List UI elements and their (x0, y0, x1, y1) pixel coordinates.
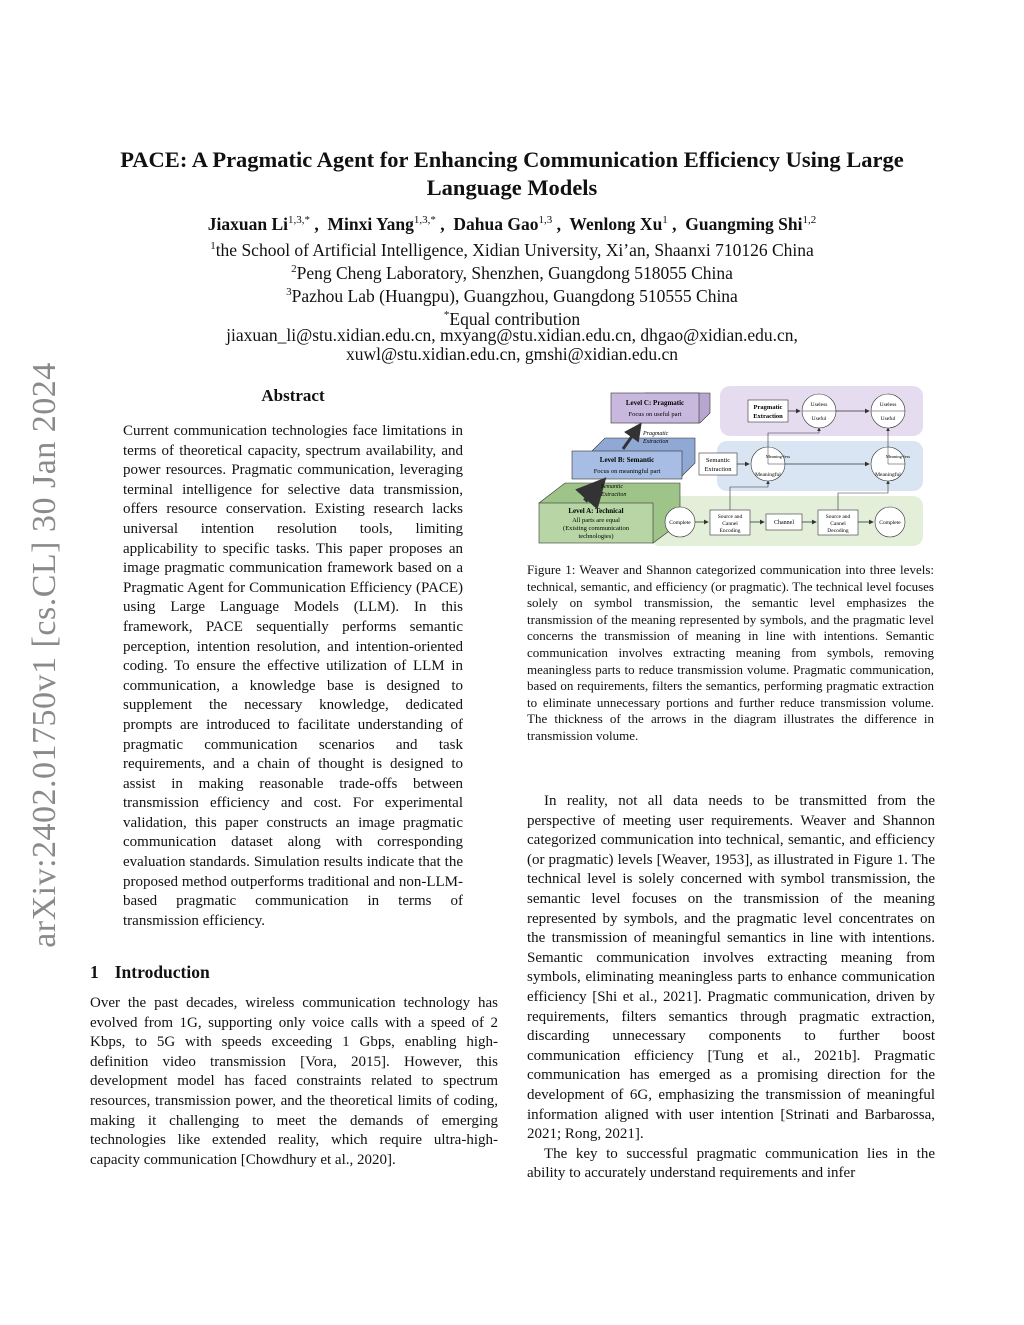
decoding-label: Decoding (827, 528, 849, 534)
useful-label: Useful (811, 416, 827, 422)
useless-label: Useless (810, 402, 828, 408)
channel-label: Channel (774, 520, 794, 526)
paragraph: In reality, not all data needs to be transmitted from the perspective of meeting user requirements. Weaver and Shannon categorized communication into technical, semantic, and efficiency (or pragmatic) levels [Weaver, 1953], as illustrated in Figure 1. The technical level is solely concerned with symbol transmission, the semantic level focuses on the transmission of the meaning represented by symbols, and the pragmatic level concentrates on the transmission of meaningful semantics in line with intentions. Semantic communication involves extracting meaning from symbols, eliminating meaningless parts to enhance communication efficiency [Shi et al., 2021]. Pragmatic communication, driven by requirements, filters semantics through pragmatic extraction, discarding unnecessary components to further boost communication efficiency [Tung et al., 2021b]. Pragmatic communication has emerged as a promising direction for the development of 6G, emphasizing the transmission of meaningful information aligned with user intention [Strinati and Barbarossa, 2021; Rong, 2021]. (527, 793, 935, 1143)
meaningless-label: Meaning-less (765, 454, 791, 459)
paragraph: The key to successful pragmatic communication lies in the ability to accurately understand requirements and infer (527, 1145, 935, 1182)
level-c-title: Level C: Pragmatic (625, 399, 685, 407)
pragmatic-extraction-label: Pragmatic (643, 431, 669, 437)
pragmatic-box-label: Extraction (753, 413, 783, 420)
complete-label: Complete (669, 520, 691, 526)
abstract-heading: Abstract (261, 386, 325, 405)
decoding-label: Cannel (830, 521, 846, 527)
useful-label: Useful (880, 416, 896, 422)
affiliation: $^3$Pazhou Lab (Huangpu), Guangzhou, Guangdong 510555 China (286, 285, 738, 306)
author: Minxi Yang$^{1,3,*}$ (327, 213, 436, 234)
author: Guangming Shi$^{1,2}$ (685, 213, 817, 234)
meaningful-label: Meaningful (875, 472, 901, 478)
level-a-sub: technologies) (578, 533, 614, 540)
arxiv-watermark (10, 360, 80, 950)
figure-1-diagram (535, 383, 925, 548)
level-a-title: Level A: Technical (568, 507, 624, 515)
email-line: jiaxuan_li@stu.xidian.edu.cn, mxyang@stu.xidian.edu.cn, dhgao@xidian.edu.cn, (226, 325, 798, 345)
semantic-extraction-label: Extraction (601, 492, 627, 498)
author: Jiaxuan $Li^{1,3,*}$ (207, 213, 310, 234)
encoding-label: Source and (717, 514, 743, 520)
author: Dahua Gao$^{1,3}$ (453, 213, 553, 234)
level-a-sub: All parts are equal (572, 517, 620, 524)
semantic-box-label: Extraction (704, 466, 732, 473)
email-line: xuwl@stu.xidian.edu.cn, gmshi@xidian.edu.cn (345, 344, 679, 364)
level-c-sub: Focus on useful part (628, 411, 682, 418)
intro-paragraph: Over the past decades, wireless communication technology has evolved from 1G, supporting only voice calls with a speed of 2 Kbps, to 5G with speeds exceeding 1 Gbps, enabling high-definition video transmission [Vora, 2015]. However, this development model has faced constraints related to spectrum resources, transmission power, and the theoretical limits of coding, making it challenging to meet the demands of emerging technologies like extended reality, which require ultra-high-capacity communication [Chowdhury et al., 2020]. (90, 995, 498, 1168)
decoding-label: Source and (825, 514, 851, 520)
abstract-text: Current communication technologies face limitations in terms of theoretical capacity, spectrum availability, and power resources. Pragmatic communication, leveraging terminal intelligence for selective data transmission, offers resource conservation. Existing research lacks universal intention resolution tools, limiting applicability to specific tasks. This paper proposes an image pragmatic communication framework based on a Pragmatic Agent for Communication Efficiency (PACE) using Large Language Models (LLM). In this framework, PACE sequentially performs semantic perception, intention resolution, and intention-oriented coding. To ensure the effective utilization of LLM in communication, a knowledge base is designed to supplement the necessary knowledge, dedicated prompts are introduced to facilitate understanding of pragmatic communication scenarios and task requirements, and a chain of thought is designed to assist in making reasonable trade-offs between transmission efficiency and cost. For experimental validation, this paper constructs an image pragmatic communication dataset along with corresponding evaluation standards. Simulation results indicate that the proposed method outperforms traditional and non-LLM-based pragmatic communication in terms of transmission efficiency. (123, 423, 463, 929)
meaningless-label: Meaning-less (885, 454, 911, 459)
pragmatic-extraction-label: Extraction (643, 439, 669, 445)
pragmatic-box-label: Pragmatic (753, 404, 783, 411)
semantic-box-label: Semantic (705, 457, 731, 464)
semantic-extraction-label: Semantic (601, 484, 623, 490)
arxiv-id: arXiv:2402.01750v1 [cs.CL] 30 Jan 2024 (26, 362, 63, 948)
encoding-label: Encoding (719, 528, 741, 534)
figure-1-caption: Figure 1: Weaver and Shannon categorized communication into three levels: technical, semantic, and efficiency (or pragmatic). The technical level focuses solely on symbol transmission, the semantic level emphasizes the transmission of the meaning represented by symbols, and the pragmatic level concerns the transmission of meaning in line with intentions. Semantic communication involves extracting meaning from symbols, removing meaningless parts to reduce transmission volume. Pragmatic communication, based on requirements, filters the semantics, performing pragmatic extraction to eliminate unnecessary portions and further reduce transmission volume. The thickness of the arrows in the diagram illustrates the difference in transmission volume. (527, 562, 934, 743)
level-b-sub: Focus on meaningful part (593, 468, 661, 475)
affiliation: $^2$Peng Cheng Laboratory, Shenzhen, Guangdong 518055 China (291, 262, 733, 283)
level-a-sub: (Existing communication (563, 525, 629, 532)
useless-label: Useless (879, 402, 897, 408)
author: Wenlong Xu$^1$ (569, 213, 668, 234)
author-list: Jiaxuan $Li^{1,3,*}$ , Minxi Yang$^{1,3,*}$ , Dahua Gao$^{1,3}$ , Wenlong Xu$^1$ , Guangming Shi$^{1,2}$ (207, 213, 817, 234)
equal-contribution-note: *Equal contribution (443, 308, 581, 329)
affiliation: $^1$the School of Artificial Intelligence, Xidian University, Xi’an, Shaanxi 710126 China (210, 239, 814, 260)
encoding-label: Cannel (722, 521, 738, 527)
paper-title: PACE: A Pragmatic Agent for Enhancing Communication Efficiency Using Large Language Models (120, 147, 904, 200)
right-column-body (527, 792, 935, 1184)
level-b-title: Level B: Semantic (599, 456, 655, 464)
level-c-box (611, 393, 699, 423)
section-heading: 1 Introduction (90, 962, 210, 982)
complete-label: Complete (879, 520, 901, 526)
meaningful-label: Meaningful (755, 472, 781, 478)
